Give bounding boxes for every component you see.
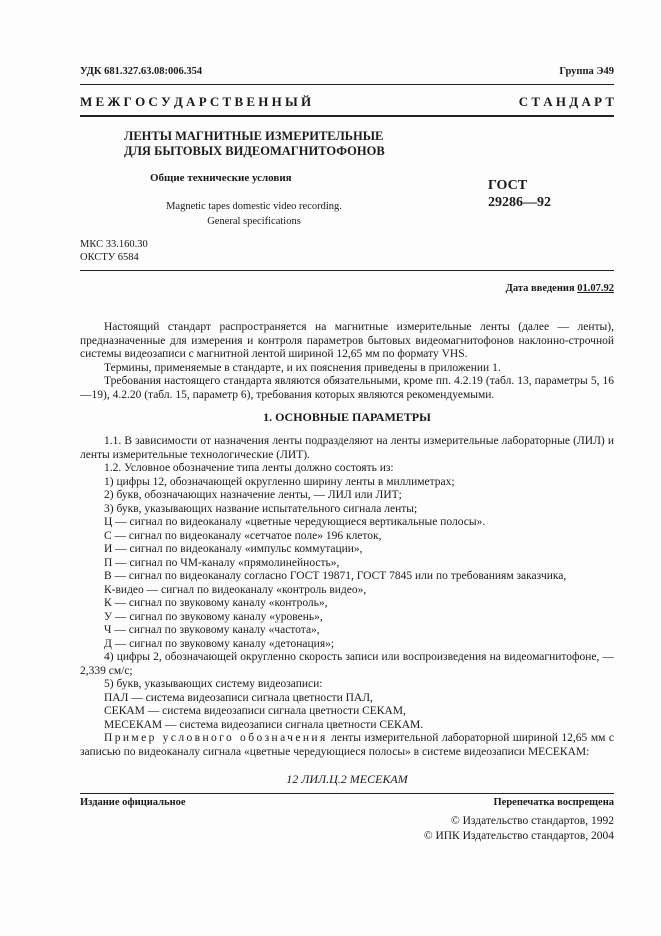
intro-paragraph-scope: Настоящий стандарт распространяется на магнитные измерительные ленты (далее — ленты), предназначенные для измерения и контроля параметров бытовых видеомагнитофонов наклонно-строчной системы видеозаписи с магнитной лентой шириной 12,65 мм по формату VHS. (80, 321, 614, 361)
section-title: 1. ОСНОВНЫЕ ПАРАМЕТРЫ (263, 410, 431, 424)
title-line-1: ЛЕНТЫ МАГНИТНЫЕ ИЗМЕРИТЕЛЬНЫЕ (124, 129, 384, 143)
list-item: К — сигнал по звуковому каналу «контроль», (104, 597, 328, 609)
intro-date-label: Дата введения (505, 283, 575, 294)
list-item: МЕСЕКАМ — система видеозаписи сигнала цветности СЕКАМ. (104, 719, 424, 731)
example-label: Пример условного обозначения (104, 732, 328, 744)
copyright-2004: © ИПК Издательство стандартов, 2004 (423, 830, 614, 842)
list-item: 3) букв, указывающих название испытательного сигнала ленты; (104, 503, 418, 515)
list-item: Ц — сигнал по видеоканалу «цветные чередующиеся вертикальные полосы». (104, 516, 486, 528)
example-designation: 12 ЛИЛ.Ц.2 МЕСЕКАМ (286, 772, 408, 786)
classification-rule (80, 270, 614, 271)
english-title-line-2: General specifications (207, 216, 301, 227)
banner-rule (80, 115, 614, 117)
list-item: П — сигнал по ЧМ-каналу «прямолинейность», (104, 557, 340, 569)
list-item: 2) букв, обозначающих назначение ленты, — ЛИЛ или ЛИТ; (104, 489, 402, 501)
document-title (124, 129, 385, 159)
official-edition-label: Издание официальное (80, 797, 186, 808)
title-line-2: ДЛЯ БЫТОВЫХ ВИДЕОМАГНИТОФОНОВ (124, 144, 385, 158)
list-item: С — сигнал по видеоканалу «сетчатое поле» 196 клеток, (104, 530, 382, 542)
banner-word-standard: С Т А Н Д А Р Т (518, 94, 614, 109)
copyright-1992: © Издательство стандартов, 1992 (450, 815, 614, 827)
clause-1-2: 1.2. Условное обозначение типа ленты должно состоять из: (104, 462, 394, 474)
list-item: У — сигнал по звуковому каналу «уровень», (104, 611, 323, 623)
english-title (159, 199, 349, 229)
header-rule (80, 84, 614, 85)
list-item: В — сигнал по видеоканалу согласно ГОСТ 19871, ГОСТ 7845 или по требованиям заказчика, (104, 570, 567, 582)
footer-rule (80, 793, 614, 794)
introduction-date (506, 283, 614, 294)
okstu-code: ОКСТУ 6584 (80, 252, 139, 263)
banner-word-interstate: М Е Ж Г О С У Д А Р С Т В Е Н Н Ы Й (80, 94, 312, 109)
list-item: ПАЛ — система видеозаписи сигнала цветности ПАЛ, (104, 692, 373, 704)
list-item-speed: 4) цифры 2, обозначающей округленно скорость записи или воспроизведения на видеомагнитофоне, — 2,339 см/с; (80, 651, 614, 677)
gost-number: 29286—92 (488, 195, 551, 210)
list-item: СЕКАМ — система видеозаписи сигнала цветности СЕКАМ, (104, 705, 406, 717)
list-item: 1) цифры 12, обозначающей округленно ширину ленты в миллиметрах; (104, 476, 455, 488)
list-item: И — сигнал по видеоканалу «импульс коммутации», (104, 543, 363, 555)
clause-1-1: 1.1. В зависимости от назначения ленты подразделяют на ленты измерительные лабораторные (ЛИЛ) и ленты измерительные технологические (ЛИТ). (80, 435, 614, 461)
list-item: К-видео — сигнал по видеоканалу «контроль видео», (104, 584, 367, 596)
interstate-standard-banner (80, 94, 614, 110)
list-item: Д — сигнал по звуковому каналу «детонация»; (104, 638, 335, 650)
list-item: Ч — сигнал по звуковому каналу «частота», (104, 624, 320, 636)
intro-date-value: 01.07.92 (577, 283, 614, 294)
intro-paragraph-terms: Термины, применяемые в стандарте, и их пояснения приведены в приложении 1. (104, 362, 501, 374)
list-item: 5) букв, указывающих систему видеозаписи: (104, 678, 323, 690)
gost-label: ГОСТ (488, 178, 528, 193)
document-subtitle: Общие технические условия (150, 172, 292, 184)
gost-designation (488, 177, 551, 211)
intro-paragraph-requirements: Требования настоящего стандарта являются обязательными, кроме пп. 4.2.19 (табл. 13, параметры 5, 16—19), 4.2.20 (табл. 15, параметр 6), требования которых являются рекомендуемыми. (80, 375, 614, 401)
english-title-line-1: Magnetic tapes domestic video recording. (166, 201, 342, 212)
example-paragraph (80, 732, 614, 759)
reprint-prohibited-label: Перепечатка воспрещена (493, 797, 614, 808)
example-text: ленты измерительной лабораторной шириной 12,65 мм с записью по видеоканалу сигнала «цветные чередующиеся полосы» в системе видеозаписи МЕСЕКАМ: (80, 732, 615, 758)
udk-code: УДК 681.327.63.08:006.354 (80, 66, 203, 77)
group-code: Группа Э49 (559, 66, 614, 77)
mks-code: МКС 33.160.30 (80, 239, 148, 250)
classification-codes (80, 238, 148, 264)
